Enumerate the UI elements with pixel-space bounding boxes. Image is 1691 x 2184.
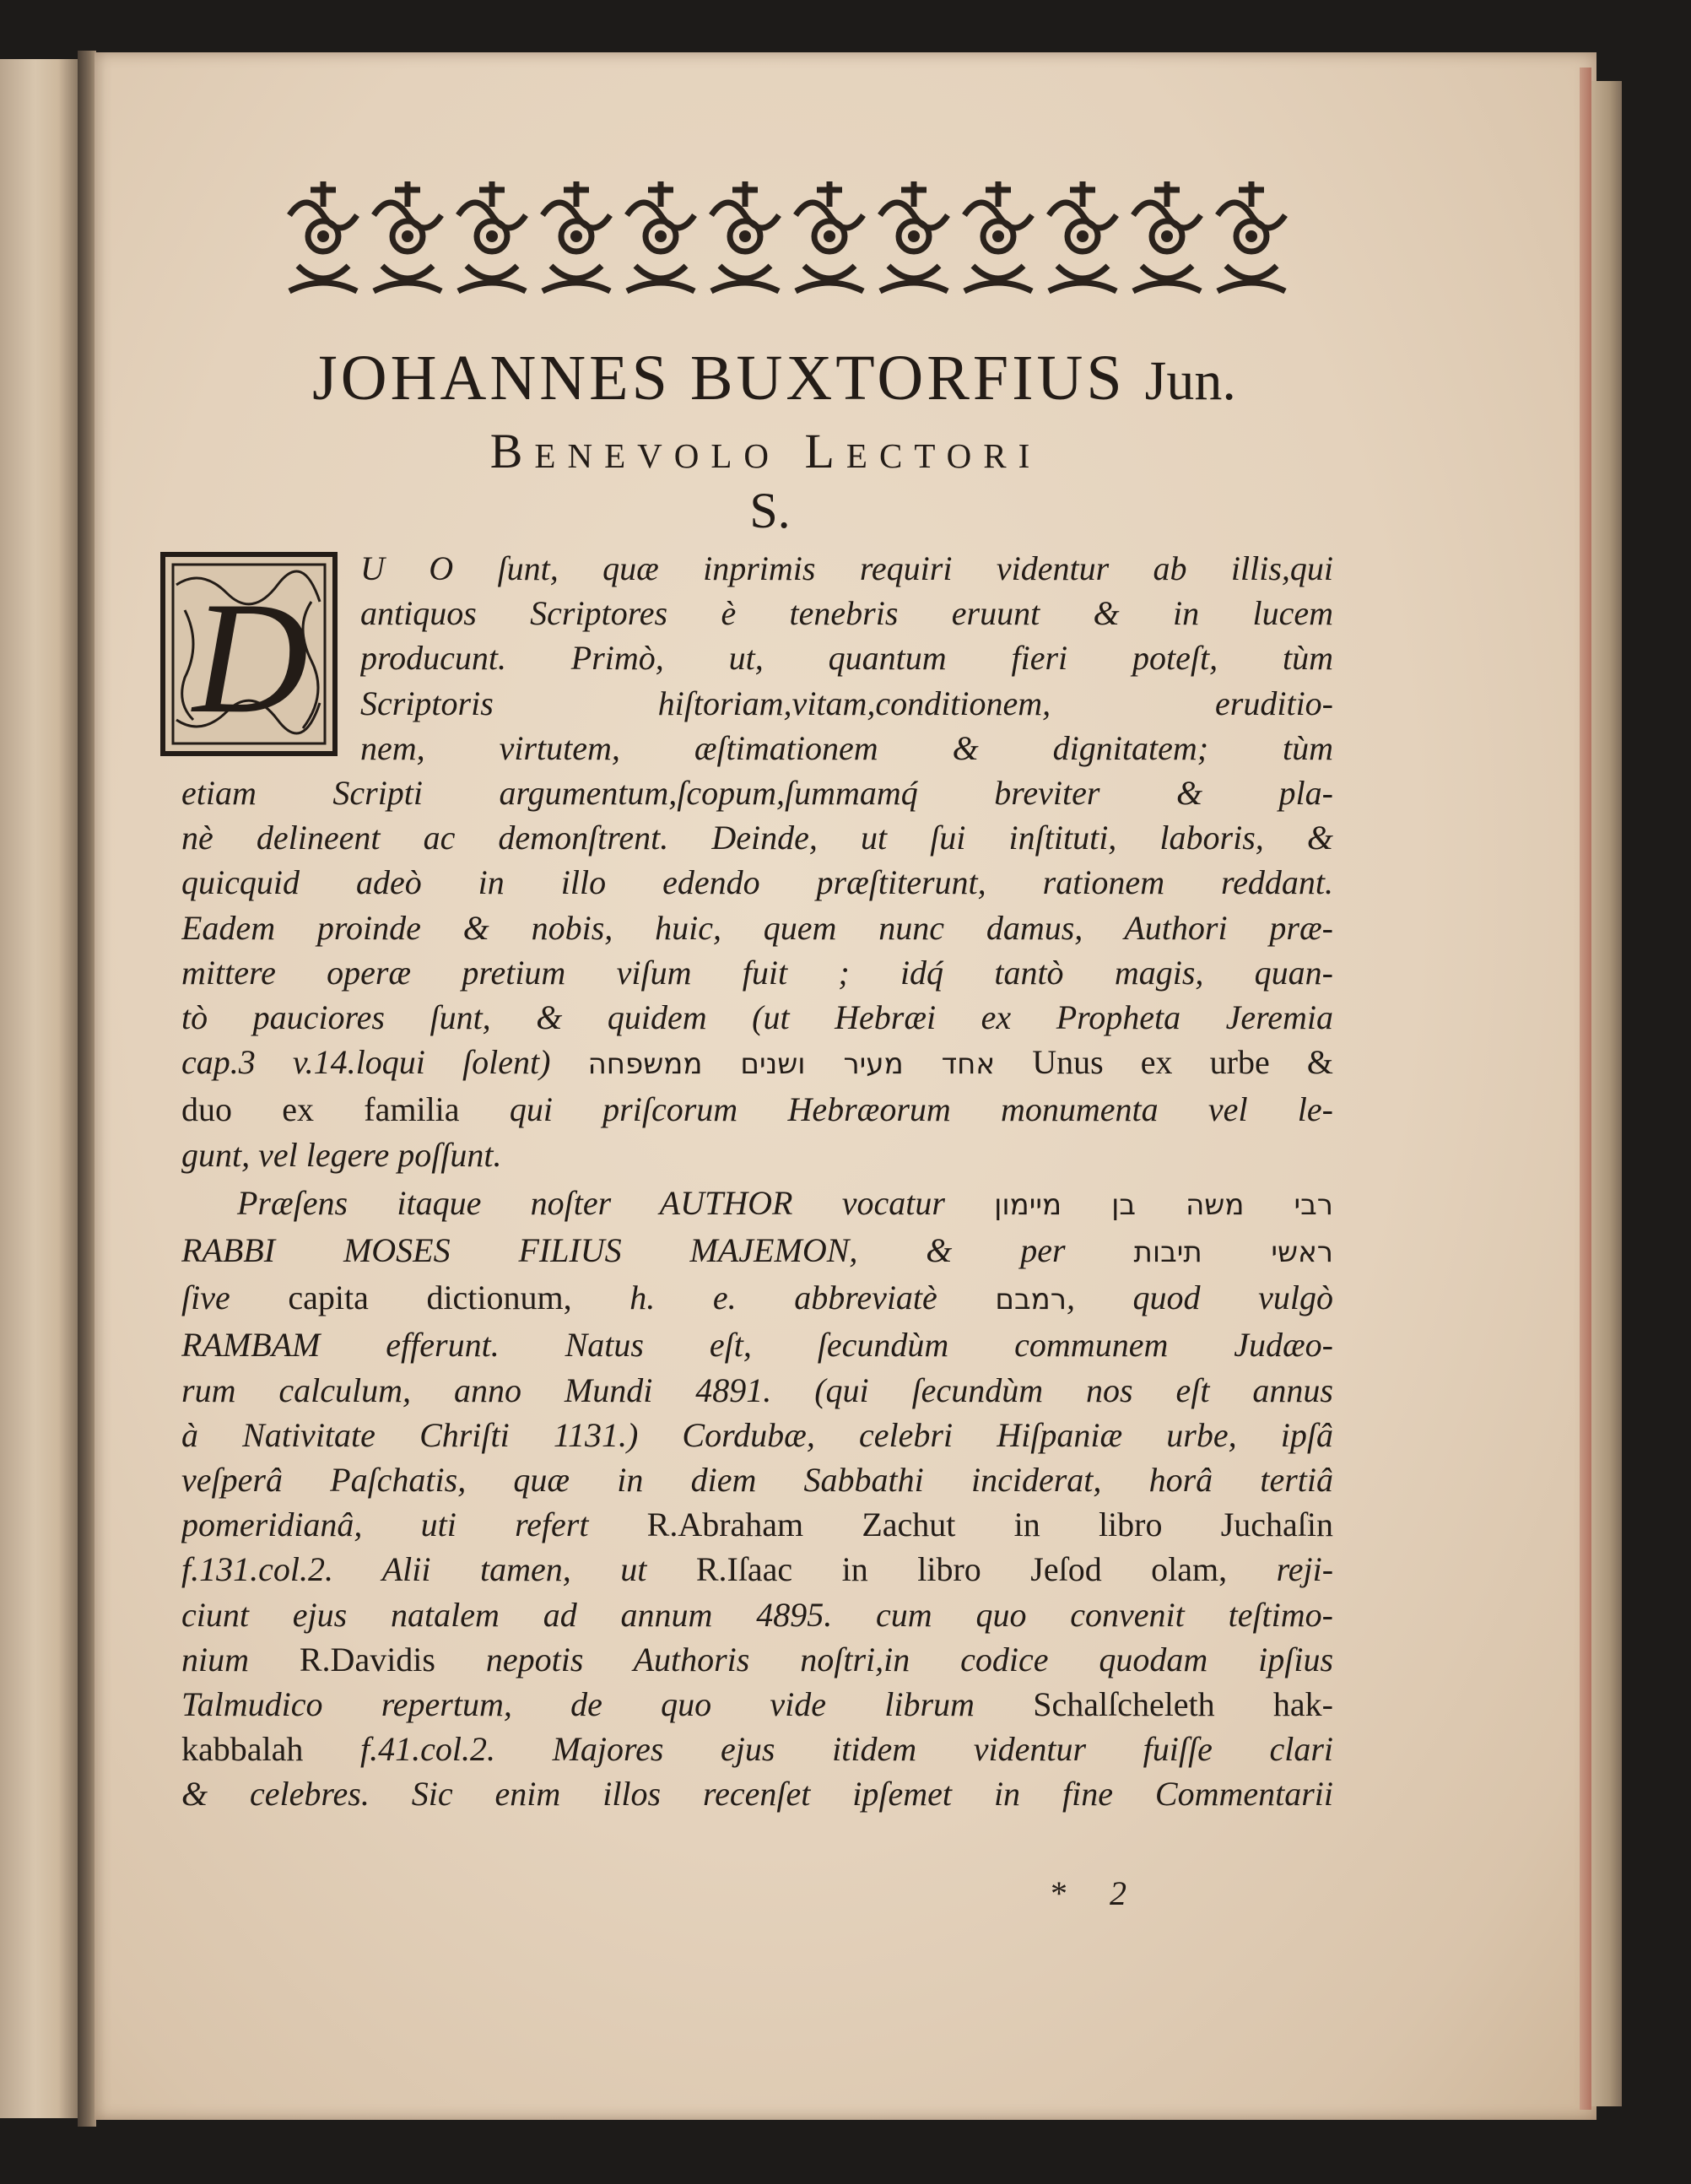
text-line: Eadem proinde & nobis, huic, quem nunc damus, Authori præ- bbox=[181, 908, 1333, 947]
text-line: Scriptoris hiſtoriam,vitam,conditionem, eruditio- bbox=[360, 684, 1333, 722]
text-roman: duo ex familia bbox=[181, 1090, 460, 1129]
page-subtitle: Benevolo Lectori bbox=[489, 424, 1042, 478]
hebrew-text: ראשי תיבות bbox=[1133, 1235, 1333, 1270]
text-line bbox=[181, 1040, 1333, 1087]
book-gutter bbox=[78, 51, 96, 2127]
text-italic: h. e. abbreviatè bbox=[629, 1279, 937, 1317]
text-line bbox=[181, 1547, 1333, 1592]
text-line bbox=[181, 1727, 1333, 1771]
text-roman: R.Iſaac in libro Jeſod olam, bbox=[695, 1550, 1228, 1589]
text-line: RAMBAM efferunt. Natus eſt, ſecundùm communem Judæo- bbox=[181, 1326, 1333, 1365]
text-line bbox=[181, 1502, 1333, 1547]
text-roman: capita dictionum, bbox=[288, 1279, 572, 1317]
page-title bbox=[181, 340, 1333, 419]
text-line bbox=[181, 1682, 1333, 1727]
text-italic: , quod vulgò bbox=[1066, 1279, 1333, 1317]
hebrew-text: אחד מעיר ושנים ממשפחה bbox=[587, 1047, 996, 1082]
dropcap-letter: D bbox=[192, 570, 309, 747]
text-line: nem, virtutem, æſtimationem & dignitatem; tùm bbox=[360, 728, 1333, 767]
text-line: à Nativitate Chriſti 1131.) Cordubæ, celebri Hiſpaniæ urbe, ipſâ bbox=[181, 1415, 1333, 1454]
signature-mark bbox=[1051, 1873, 1126, 1913]
text-italic: reji- bbox=[1276, 1550, 1333, 1589]
paragraph-1 bbox=[181, 546, 1333, 1177]
text-roman: Schalſcheleth hak- bbox=[1033, 1685, 1333, 1724]
text-line: etiam Scripti argumentum,ſcopum,ſummamq́ breviter & pla- bbox=[181, 774, 1333, 813]
page-text-block bbox=[181, 165, 1333, 1817]
author-suffix: Jun. bbox=[1144, 350, 1236, 412]
decorated-initial-d-icon bbox=[159, 551, 338, 757]
text-roman: R.Abraham Zachut in libro Juchaſin bbox=[646, 1506, 1333, 1544]
hebrew-text: רבי משה בן מיימון bbox=[994, 1187, 1333, 1222]
text-roman: kabbalah bbox=[181, 1730, 304, 1769]
text-italic: cap.3 v.14.loqui ſolent) bbox=[181, 1043, 551, 1082]
floral-headpiece-ornament-icon bbox=[281, 165, 1294, 308]
author-name: JOHANNES BUXTORFIUS bbox=[312, 343, 1126, 414]
text-line: gunt, vel legere poſſunt. bbox=[181, 1135, 502, 1174]
text-line: nè delineent ac demonſtrent. Deinde, ut ſui inſtituti, laboris, & bbox=[181, 819, 1333, 857]
text-roman: R.Davidis bbox=[299, 1640, 435, 1679]
text-line: U O ſunt, quæ inprimis requiri videntur ab illis,qui bbox=[360, 549, 1333, 587]
page-edge-stack bbox=[1591, 81, 1622, 2106]
text-line bbox=[181, 1181, 1333, 1228]
text-line: mittere operæ pretium viſum fuit ; idq́ tantò magis, quan- bbox=[181, 953, 1333, 992]
page-edge-red bbox=[1580, 68, 1591, 2110]
signature-number: 2 bbox=[1110, 1874, 1126, 1912]
hebrew-text: רמבם bbox=[995, 1283, 1067, 1317]
text-line bbox=[181, 1087, 1333, 1132]
text-italic: nepotis Authoris noſtri,in codice quodam ipſius bbox=[485, 1640, 1333, 1679]
text-line: veſperâ Paſchatis, quæ in diem Sabbathi inciderat, horâ tertiâ bbox=[181, 1461, 1333, 1500]
paragraph-2 bbox=[181, 1181, 1333, 1817]
text-italic: pomeridianâ, uti refert bbox=[181, 1506, 589, 1544]
text-line: quicquid adeò in illo edendo præſtiterunt, rationem reddant. bbox=[181, 863, 1333, 902]
signature-star: * bbox=[1051, 1874, 1067, 1912]
text-line: tò pauciores ſunt, & quidem (ut Hebræi ex Propheta Jeremia bbox=[181, 998, 1333, 1037]
text-italic: Talmudico repertum, de quo vide librum bbox=[181, 1685, 975, 1724]
facing-page-edge bbox=[0, 59, 80, 2118]
text-italic: ſive bbox=[181, 1279, 230, 1317]
text-line: ciunt ejus natalem ad annum 4895. cum quo convenit teſtimo- bbox=[181, 1595, 1333, 1634]
text-italic: qui priſcorum Hebræorum monumenta vel le- bbox=[509, 1090, 1333, 1129]
text-roman: Unus ex urbe & bbox=[1032, 1043, 1333, 1082]
text-italic: Præſens itaque noſter AUTHOR vocatur bbox=[237, 1183, 945, 1222]
text-italic: f.131.col.2. Alii tamen, ut bbox=[181, 1550, 647, 1589]
text-italic: RABBI MOSES FILIUS MAJEMON, & per bbox=[181, 1231, 1066, 1270]
text-line: rum calculum, anno Mundi 4891. (qui ſecundùm nos eſt annus bbox=[181, 1370, 1333, 1409]
text-line bbox=[181, 1275, 1333, 1322]
text-line: & celebres. Sic enim illos recenſet ipſemet in fine Commentarii bbox=[181, 1775, 1333, 1814]
text-italic: nium bbox=[181, 1640, 249, 1679]
text-line bbox=[181, 1228, 1333, 1275]
salutation: S. bbox=[749, 483, 791, 538]
text-line bbox=[181, 1637, 1333, 1682]
text-line: antiquos Scriptores è tenebris eruunt & in lucem bbox=[360, 594, 1333, 633]
text-line: producunt. Primò, ut, quantum fieri poteſt, tùm bbox=[360, 639, 1333, 678]
text-italic: f.41.col.2. Majores ejus itidem videntur fuiſſe clari bbox=[360, 1730, 1333, 1769]
